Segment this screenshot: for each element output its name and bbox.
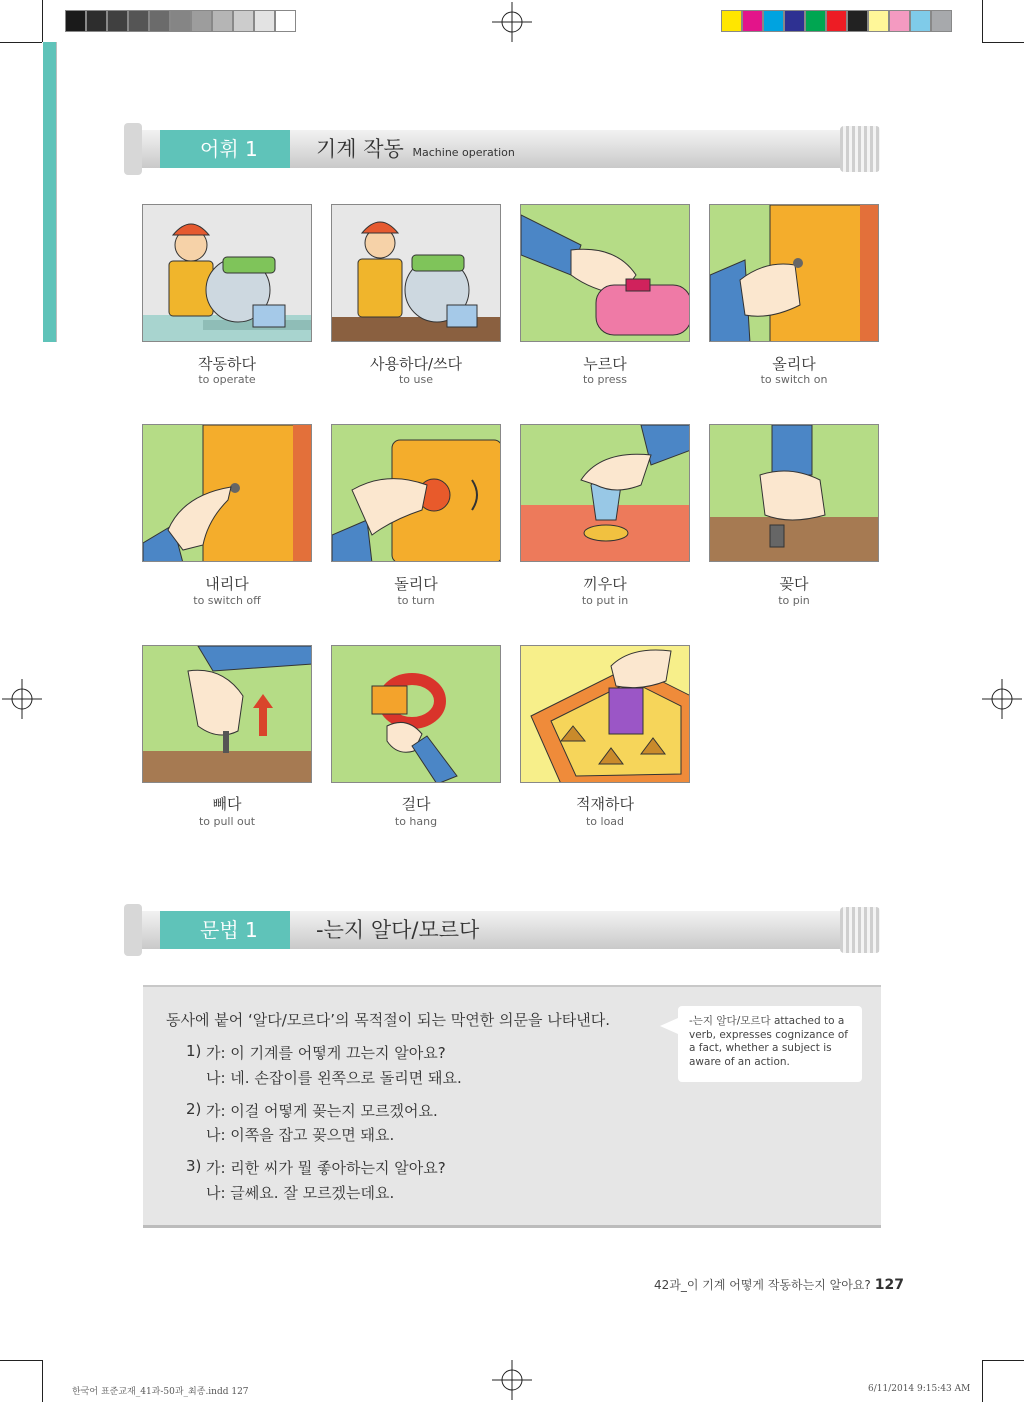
crop-mark — [0, 1360, 42, 1361]
color-swatch — [763, 10, 784, 32]
color-swatch — [910, 10, 931, 32]
color-swatch — [233, 10, 254, 32]
color-swatch — [805, 10, 826, 32]
vocab-gloss: to pin — [778, 594, 810, 607]
example-number: 3) — [186, 1157, 202, 1175]
vocab-gloss: to switch off — [193, 594, 261, 607]
grammar-section-tag: 문법 1 — [160, 911, 290, 949]
crop-mark — [42, 0, 43, 42]
vocab-title-english: Machine operation — [412, 146, 515, 159]
registration-mark — [982, 679, 1022, 719]
color-swatch — [86, 10, 107, 32]
crop-mark — [982, 42, 1024, 43]
vocab-word: 사용하다/쓰다 — [370, 355, 462, 373]
color-swatch — [170, 10, 191, 32]
illustration-finger-flipping-switch-down — [142, 424, 312, 562]
example-line-a: 가: 리한 씨가 뭘 좋아하는지 알아요? — [206, 1159, 446, 1177]
page-footer — [654, 1276, 904, 1293]
vocab-word: 올리다 — [772, 355, 816, 373]
vocab-gloss: to operate — [198, 373, 256, 386]
crop-mark — [982, 1360, 983, 1402]
color-swatch — [868, 10, 889, 32]
color-swatch — [721, 10, 742, 32]
color-swatch — [128, 10, 149, 32]
bolt-head — [124, 123, 142, 175]
color-swatch — [254, 10, 275, 32]
crop-mark — [0, 42, 42, 43]
color-swatch — [191, 10, 212, 32]
illustration-hand-flipping-switch-up — [709, 204, 879, 342]
vocab-word: 내리다 — [205, 575, 249, 593]
vocab-section-tag: 어휘 1 — [160, 130, 290, 168]
bolt-thread — [840, 907, 880, 953]
vocab-gloss: to turn — [397, 594, 435, 607]
color-swatch — [275, 10, 296, 32]
color-swatch — [149, 10, 170, 32]
registration-mark — [492, 2, 532, 42]
example-line-b: 나: 네. 손잡이를 왼쪽으로 돌리면 돼요. — [206, 1069, 462, 1087]
bolt-thread — [840, 126, 880, 172]
lesson-title: 42과_이 기계 어떻게 작동하는지 알아요? — [653, 1278, 871, 1292]
illustration-hand-hanging-magnet — [331, 645, 501, 783]
registration-mark — [2, 679, 42, 719]
vocab-gloss: to switch on — [760, 373, 828, 386]
vocab-word: 끼우다 — [583, 575, 627, 593]
vocab-word: 꽂다 — [779, 575, 809, 593]
vocab-word: 돌리다 — [394, 575, 438, 593]
example-line-a: 가: 이걸 어떻게 꽂는지 모르겠어요. — [206, 1102, 438, 1120]
vocab-word: 작동하다 — [198, 355, 256, 373]
illustration-hand-pulling-pin — [142, 645, 312, 783]
illustration-hand-inserting-bulb — [520, 424, 690, 562]
illustration-finger-pressing-button — [520, 204, 690, 342]
grammar-section-title: -는지 알다/모르다 — [316, 918, 480, 942]
margin-rule — [56, 42, 57, 342]
print-slug-timestamp: 6/11/2014 9:15:43 AM — [868, 1384, 971, 1394]
color-swatch — [931, 10, 952, 32]
grammar-description: 동사에 붙어 ‘알다/모르다’의 목적절이 되는 막연한 의문을 나타낸다. — [166, 1011, 610, 1029]
print-slug-filename: 한국어 표준교재_41과-50과_최종.indd 127 — [72, 1387, 249, 1397]
example-number: 1) — [186, 1042, 202, 1060]
illustration-worker-operating-saw — [142, 204, 312, 342]
vocab-gloss: to put in — [581, 594, 629, 607]
bolt-head — [124, 904, 142, 956]
vocab-gloss: to load — [585, 815, 625, 828]
vocab-word: 빼다 — [212, 795, 242, 813]
chapter-accent-bar — [43, 42, 56, 342]
vocab-word: 누르다 — [583, 355, 627, 373]
color-swatch — [212, 10, 233, 32]
note-callout-tail — [660, 1018, 678, 1034]
crop-mark — [982, 0, 983, 42]
color-swatch — [65, 10, 86, 32]
example-line-a: 가: 이 기계를 어떻게 끄는지 알아요? — [206, 1044, 446, 1062]
page-number: 127 — [874, 1277, 904, 1293]
vocab-section-header — [124, 123, 880, 175]
example-line-b: 나: 글쎄요. 잘 모르겠는데요. — [206, 1184, 395, 1202]
vocab-gloss: to use — [398, 373, 433, 386]
crop-mark — [42, 1360, 43, 1402]
illustration-hand-turning-knob — [331, 424, 501, 562]
color-swatch — [107, 10, 128, 32]
color-swatch — [742, 10, 763, 32]
vocab-word: 걸다 — [401, 795, 431, 813]
color-swatch — [826, 10, 847, 32]
process-color-bar — [721, 10, 952, 32]
illustration-hand-loading-blocks — [520, 645, 690, 783]
vocab-gloss: to press — [582, 373, 628, 386]
example-number: 2) — [186, 1100, 202, 1118]
illustration-worker-using-saw — [331, 204, 501, 342]
grammar-section-header — [124, 904, 880, 956]
vocab-gloss: to pull out — [198, 815, 256, 828]
english-note-callout: -는지 알다/모르다 attached to a verb, expresses cognizance of a fact, whether a subject is aware of an action. — [678, 1006, 862, 1082]
gray-color-bar — [65, 10, 296, 32]
color-swatch — [784, 10, 805, 32]
registration-mark — [492, 1360, 532, 1400]
illustration-hand-pushing-pin — [709, 424, 879, 562]
color-swatch — [889, 10, 910, 32]
color-swatch — [847, 10, 868, 32]
example-line-b: 나: 이쪽을 잡고 꽂으면 돼요. — [206, 1126, 395, 1144]
vocab-gloss: to hang — [394, 815, 438, 828]
vocab-word: 적재하다 — [576, 795, 634, 813]
vocab-title-korean: 기계 작동 — [316, 137, 404, 161]
crop-mark — [982, 1360, 1024, 1361]
vocab-section-title — [316, 130, 515, 168]
